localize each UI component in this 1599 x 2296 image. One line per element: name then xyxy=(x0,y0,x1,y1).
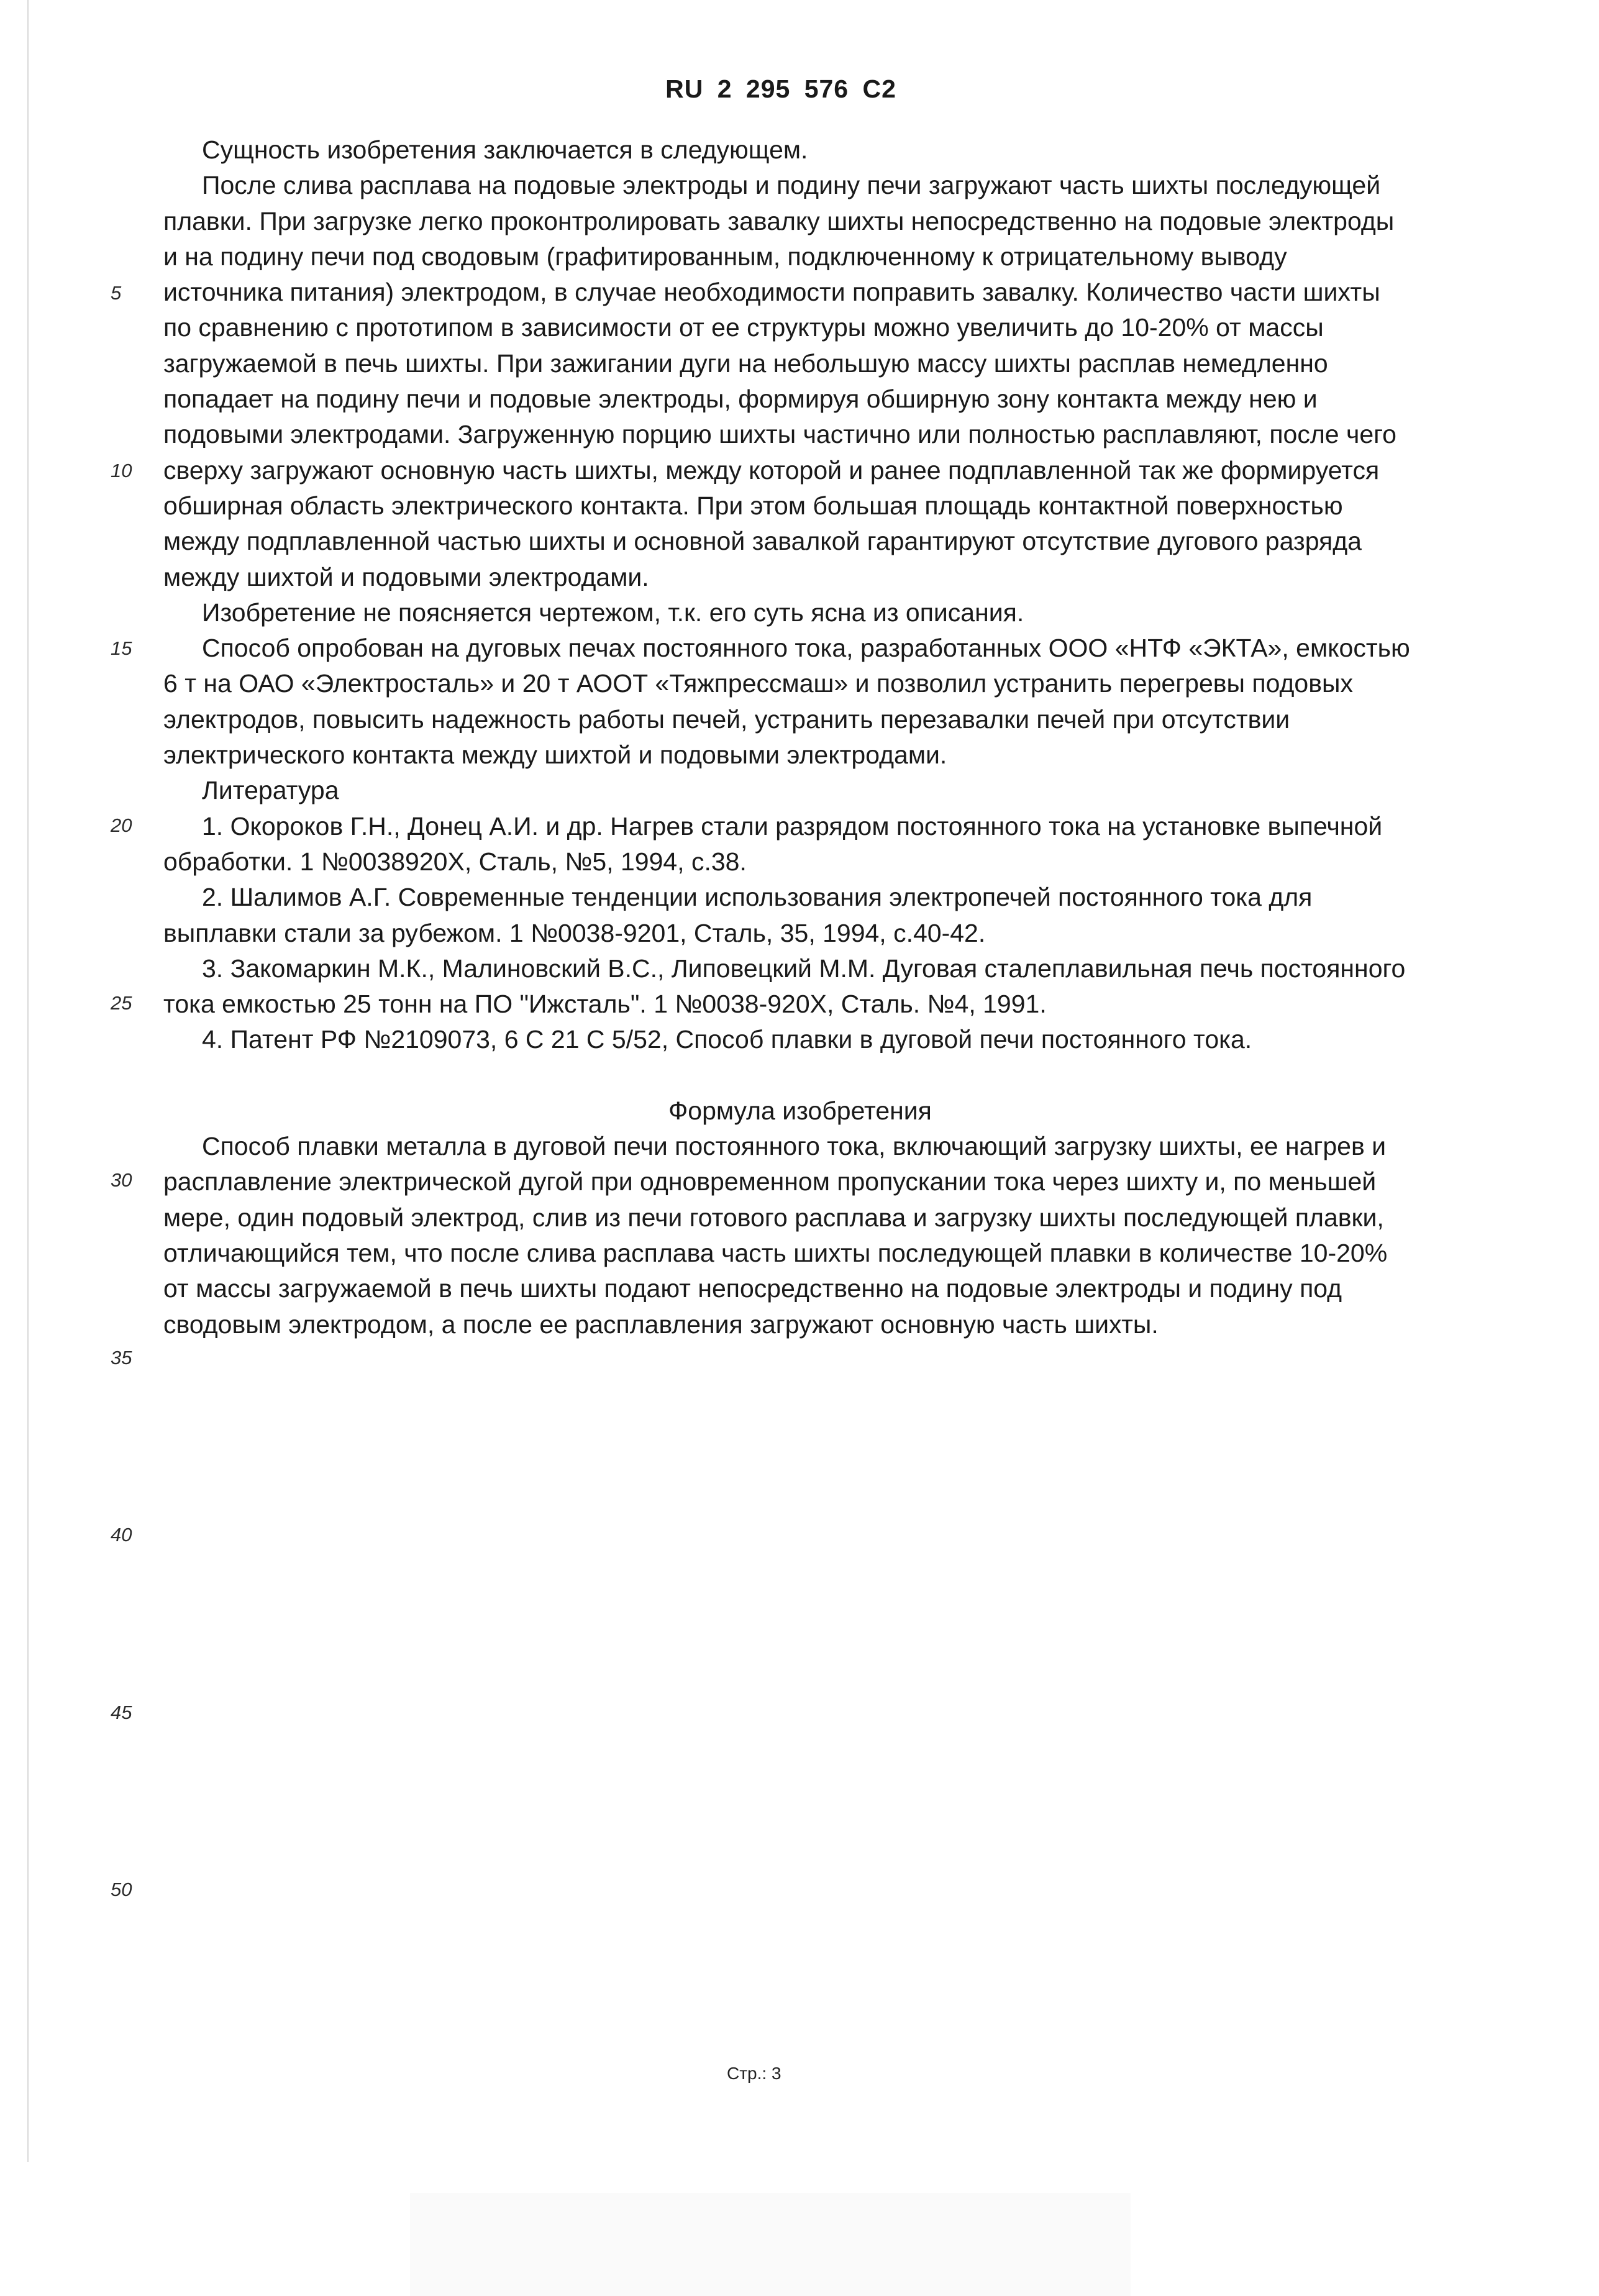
literature-item-3: 3. Закомаркин М.К., Малиновский В.С., Липовецкий М.М. Дуговая сталеплавильная печь постоянного тока емкостью 25 тонн на ПО "Ижсталь". 1 №0038-920Х, Сталь. №4, 1991. xyxy=(163,954,1406,1019)
paragraph-description: После слива расплава на подовые электроды и подину печи загружают часть шихты последующей плавки. При загрузке легко проконтролировать завалку шихты непосредственно на подовые электроды и на подину печи под сводовым (графитированным, подключенному к отрицательному выводу источника питания) электродом, в случае необходимости поправить завалку. Количество части шихты по сравнению с прототипом в зависимости от ее структуры можно увеличить до 10-20% от массы загружаемой в печь шихты. При зажигании дуги на небольшую массу шихты расплав немедленно попадает на подину печи и подовые электроды, формируя обширную зону контакта между нею и подовыми электродами. Загруженную порцию шихты частично или полностью расплавляют, после чего сверху загружают основную часть шихты, между которой и ранее подплавленной так же формируется обширная область электрического контакта. При этом большая площадь контактной поверхностью между подплавленной частью шихты и основной завалкой гарантируют отсутствие дугового разряда между шихтой и подовыми электродами. xyxy=(163,171,1396,591)
literature-heading: Литература xyxy=(202,776,339,805)
line-number: 25 xyxy=(111,992,132,1014)
paragraph-testing: Способ опробован на дуговых печах постоянного тока, разработанных ООО «НТФ «ЭКТА», емкостью 6 т на ОАО «Электросталь» и 20 т АООТ «Тяжпрессмаш» и позволил устранить перегревы подовых электродов, повысить надежность работы печей, устранить перезавалки печей при отсутствии электрического контакта между шихтой и подовыми электродами. xyxy=(163,634,1410,770)
line-number: 5 xyxy=(111,282,122,304)
claims-text: Способ плавки металла в дуговой печи постоянного тока, включающий загрузку шихты, ее нагрев и расплавление электрической дугой при одновременном пропускании тока через шихту и, по меньшей мере, один подовый электрод, слив из печи готового расплава и загрузку шихты последующей плавки, отличающийся тем, что после слива расплава часть шихты последующей плавки в количестве 10-20% от массы загружаемой в печь шихты подают непосредственно на подовые электроды и подину под сводовым электродом, а после ее расплавления загружают основную часть шихты. xyxy=(163,1132,1388,1339)
literature-item-1: 1. Окороков Г.Н., Донец А.И. и др. Нагрев стали разрядом постоянного тока на установке выпечной обработки. 1 №0038920Х, Сталь, №5, 1994, с.38. xyxy=(163,811,1383,876)
scan-smudge xyxy=(410,2193,1131,2296)
line-number: 20 xyxy=(111,814,132,836)
line-number: 45 xyxy=(111,1702,132,1723)
literature-item-2: 2. Шалимов А.Г. Современные тенденции использования электропечей постоянного тока для выплавки стали за рубежом. 1 №0038-9201, Сталь, 35, 1994, с.40-42. xyxy=(163,883,1313,947)
line-number: 50 xyxy=(111,1879,132,1900)
paragraph-no-drawing: Изобретение не поясняется чертежом, т.к. его суть ясна из описания. xyxy=(202,598,1024,627)
paragraph-essence: Сущность изобретения заключается в следующем. xyxy=(202,135,808,164)
patent-number-header: RU 2 295 576 C2 xyxy=(665,75,896,103)
scan-edge-line xyxy=(27,0,29,2162)
line-number: 15 xyxy=(111,637,132,659)
line-number: 35 xyxy=(111,1347,132,1369)
line-number: 40 xyxy=(111,1524,132,1546)
literature-item-4: 4. Патент РФ №2109073, 6 С 21 С 5/52, Способ плавки в дуговой печи постоянного тока. xyxy=(202,1025,1252,1054)
claims-heading: Формула изобретения xyxy=(668,1096,932,1125)
document-body xyxy=(163,132,1412,1342)
page-number-footer: Стр.: 3 xyxy=(727,2064,781,2083)
line-number: 10 xyxy=(111,460,132,481)
line-number: 30 xyxy=(111,1169,132,1191)
